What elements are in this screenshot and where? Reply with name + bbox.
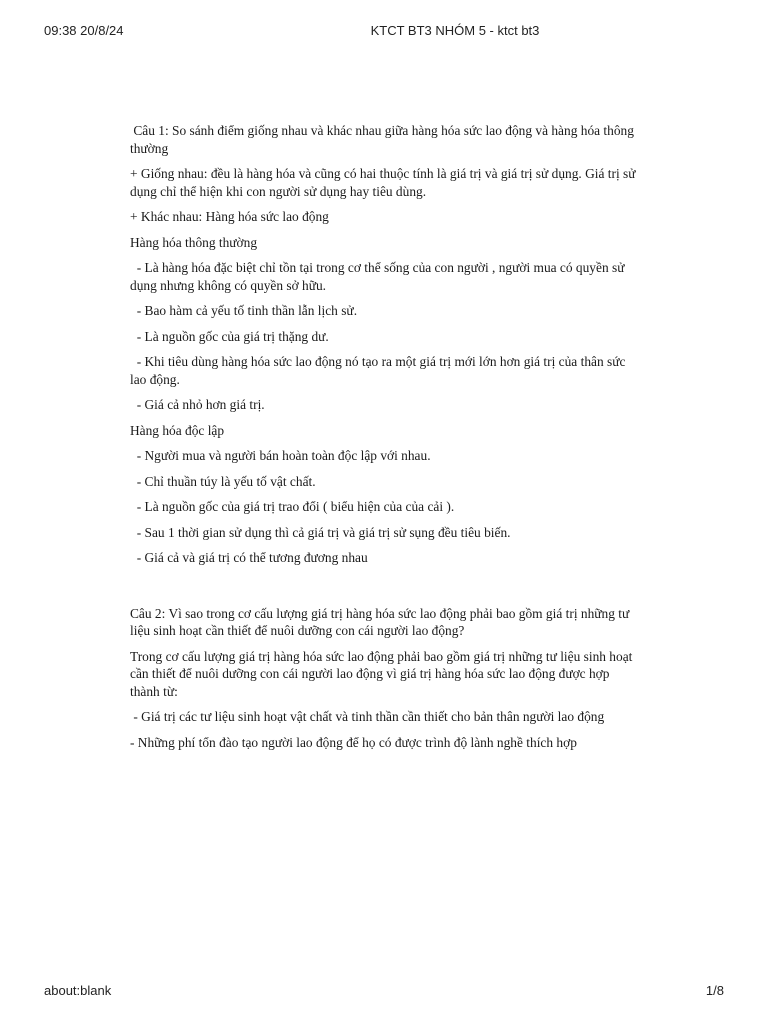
list-item: - Khi tiêu dùng hàng hóa sức lao động nó tạo ra một giá trị mới lớn hơn giá trị của thân sức lao động. <box>130 354 629 387</box>
list-item: - Người mua và người bán hoàn toàn độc lập với nhau. <box>130 448 431 463</box>
page-url: about:blank <box>44 983 112 998</box>
difference-heading: + Khác nhau: Hàng hóa sức lao động <box>130 209 329 224</box>
print-header <box>0 23 768 43</box>
question-2-heading: Câu 2: Vì sao trong cơ cấu lượng giá trị hàng hóa sức lao động phải bao gồm giá trị những tư liệu sinh hoạt cần thiết để nuôi dưỡng con cái người lao động? <box>130 605 633 638</box>
list-item: - Chỉ thuần túy là yếu tố vật chất. <box>130 473 316 489</box>
print-datetime: 09:38 20/8/24 <box>44 23 124 38</box>
list-item: - Là hàng hóa đặc biệt chỉ tồn tại trong cơ thể sống của con người , người mua có quyền sử dụng nhưng không có quyền sở hữu. <box>130 260 628 293</box>
list-item: - Giá trị các tư liệu sinh hoạt vật chất và tinh thần cần thiết cho bản thân người lao động <box>130 709 605 724</box>
list-item: - Sau 1 thời gian sử dụng thì cả giá trị và giá trị sử sụng đều tiêu biến. <box>130 524 511 540</box>
subheading-ordinary-goods: Hàng hóa thông thường <box>130 234 258 250</box>
question-1-heading: Câu 1: So sánh điểm giống nhau và khác nhau giữa hàng hóa sức lao động và hàng hóa thông thường <box>130 123 638 156</box>
list-item: - Là nguồn gốc của giá trị thặng dư. <box>130 328 329 344</box>
subheading-independent-goods: Hàng hóa độc lập <box>130 422 225 438</box>
list-item: - Giá cả và giá trị có thể tương đương nhau <box>130 550 368 565</box>
answer-2-paragraph: Trong cơ cấu lượng giá trị hàng hóa sức lao động phải bao gồm giá trị những tư liệu sinh hoạt cần thiết để nuôi dưỡng con cái người lao động vì giá trị hàng hóa sức lao động được hợp thành từ: <box>130 648 636 699</box>
print-footer <box>0 983 768 1003</box>
page-number: 1/8 <box>705 983 724 998</box>
similarity-paragraph: + Giống nhau: đều là hàng hóa và cũng có hai thuộc tính là giá trị và giá trị sử dụng. Giá trị sử dụng chỉ thể hiện khi con người sử dụng hay tiêu dùng. <box>130 166 639 199</box>
document-body <box>130 122 642 751</box>
list-item: - Những phí tổn đào tạo người lao động để họ có được trình độ lành nghề thích hợp <box>130 734 577 750</box>
list-item: - Bao hàm cả yếu tố tinh thần lẫn lịch sử. <box>130 303 358 318</box>
document-title: KTCT BT3 NHÓM 5 - ktct bt3 <box>370 23 540 38</box>
list-item: - Là nguồn gốc của giá trị trao đổi ( biểu hiện của của cải ). <box>130 499 455 514</box>
list-item: - Giá cả nhỏ hơn giá trị. <box>130 397 265 412</box>
